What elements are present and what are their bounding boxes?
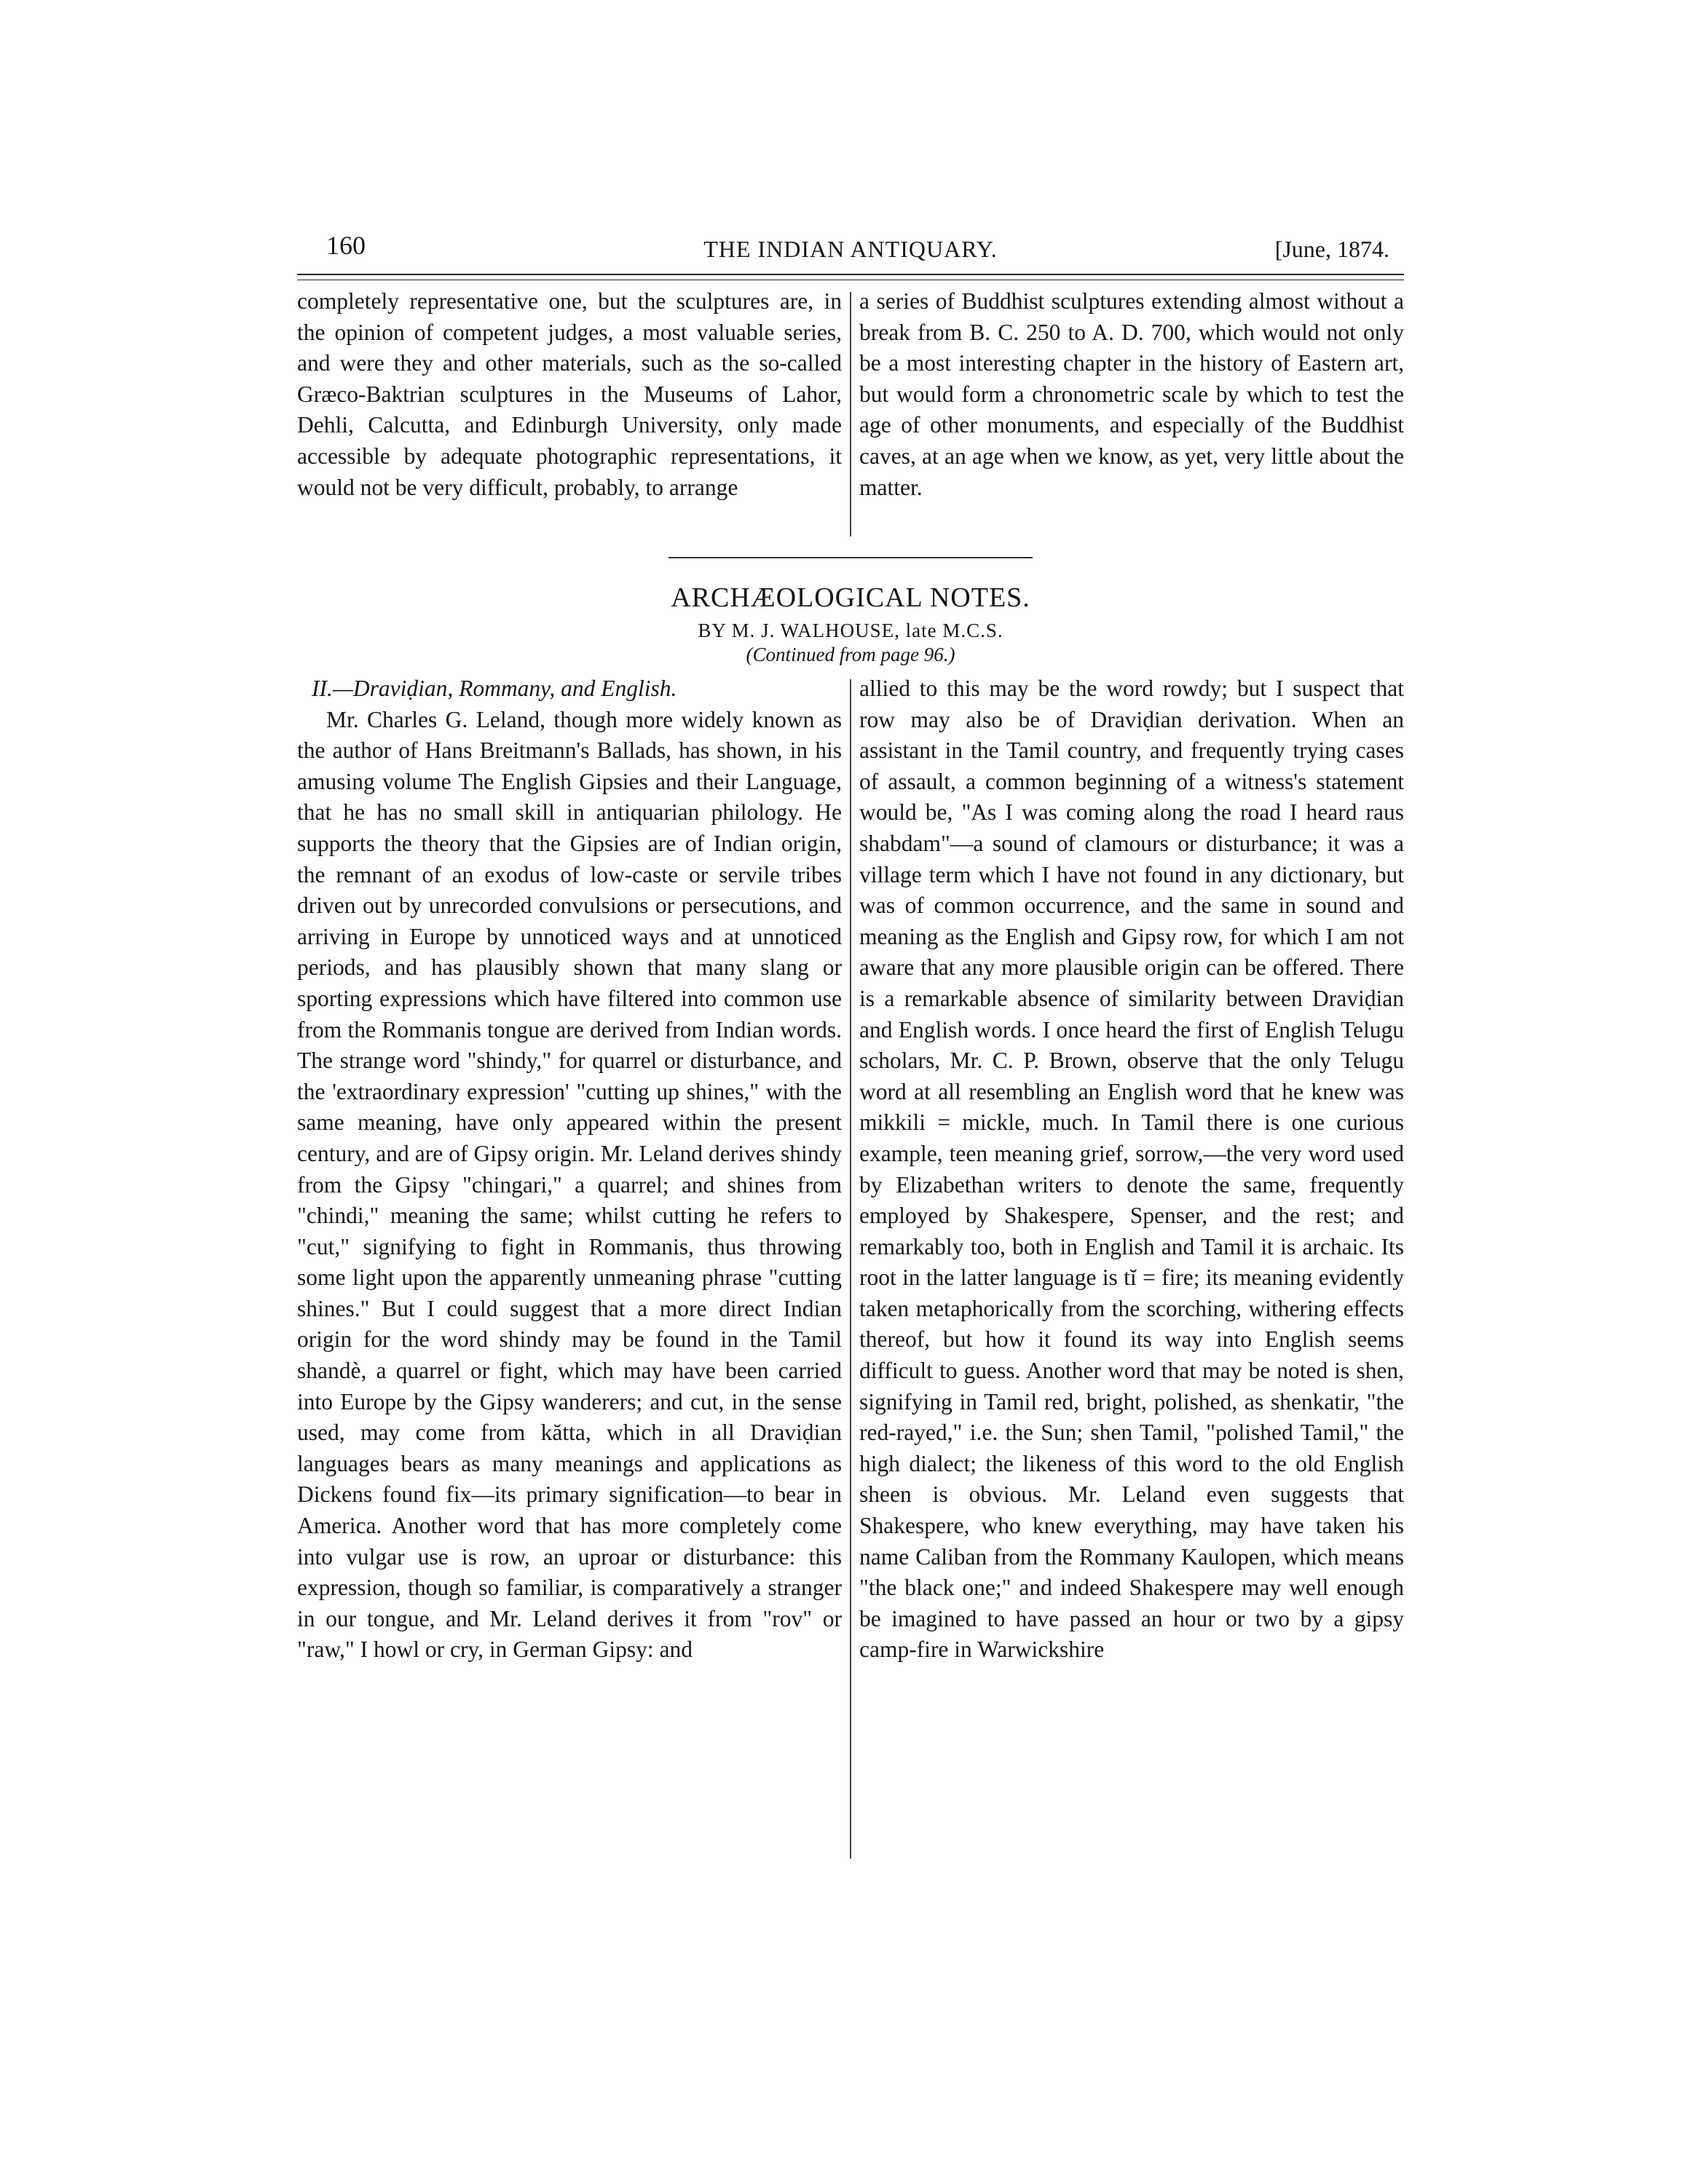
running-header — [297, 227, 1404, 271]
continued-note: (Continued from page 96.) — [746, 644, 955, 665]
article-body — [297, 673, 1404, 1864]
section-rule — [669, 557, 1033, 558]
page-number: 160 — [326, 231, 366, 260]
header-rule — [297, 274, 1404, 280]
journal-title: THE INDIAN ANTIQUARY. — [703, 236, 998, 262]
top-section — [297, 286, 1404, 542]
top-right-text: a series of Buddhist sculptures extending almost without a break from B. C. 250 to A. D. 700, which would not only be a most interesting chapter in the history of Eastern art, but would form a chronometric scale by which to test the age of other monuments, and especially of the Buddhist caves, at an age when we know, as yet, very little about the matter. — [859, 288, 1404, 500]
section-heading: II.—Draviḍian, Rommany, and English. — [312, 676, 677, 701]
article-left-text: Mr. Charles G. Leland, though more widely known as the author of Hans Breitmann's Ballads, has shown, in his amusing volume The English Gipsies and their Language, that he has no small skill in antiquarian philology. He supports the theory that the Gipsies are of Indian origin, the remnant of an exodus of low-caste or servile tribes driven out by unrecorded convulsions or persecutions, and arriving in Europe by unnoticed ways and at unnoticed periods, and has plausibly shown that many slang or sporting expressions which have filtered into common use from the Rommanis tongue are derived from Indian words. The strange word "shindy," for quarrel or disturbance, and the 'extraordinary expression' "cutting up shines," with the same meaning, have only appeared within the present century, and are of Gipsy origin. Mr. Leland derives shindy from the Gipsy "chingari," a quarrel; and shines from "chindi," meaning the same; whilst cutting he refers to "cut," signifying to fight in Rommanis, thus throwing some light upon the apparently unmeaning phrase "cutting shines." But I could suggest that a more direct Indian origin for the word shindy may be found in the Tamil shandè, a quarrel or fight, which may have been carried into Europe by the Gipsy wanderers; and cut, in the sense used, may come from kătta, which in all Draviḍian languages bears as many meanings and applications as Dickens found fix—its primary signification—to bear in America. Another word that has more completely come into vulgar use is row, an uproar or disturbance: this expression, though so familiar, is comparatively a stranger in our tongue, and Mr. Leland derives it from "rov" or "raw," I howl or cry, in German Gipsy: and — [297, 706, 842, 1663]
column-divider — [850, 679, 851, 1859]
article-right-text: allied to this may be the word rowdy; but I suspect that row may also be of Draviḍian derivation. When an assistant in the Tamil country, and frequently trying cases of assault, a common beginning of a witness's statement would be, "As I was coming along the road I heard raus shabdam"—a sound of clamours or disturbance; it was a village term which I have not found in any dictionary, but was of common occurrence, and the same in sound and meaning as the English and Gipsy row, for which I am not aware that any more plausible origin can be offered. There is a remarkable absence of similarity between Draviḍian and English words. I once heard the first of English Telugu scholars, Mr. C. P. Brown, observe that the only Telugu word at all resembling an English word that he knew was mikkili = mickle, much. In Tamil there is one curious example, teen meaning grief, sorrow,—the very word used by Elizabethan writers to denote the same, frequently employed by Shakespere, Spenser, and the rest; and remarkably too, both in English and Tamil it is archaic. Its root in the latter language is tĭ = fire; its meaning evidently taken metaphorically from the scorching, withering effects thereof, but how it found its way into English seems difficult to guess. Another word that may be noted is shen, signifying in Tamil red, bright, polished, as shenkatir, "the red-rayed," i.e. the Sun; shen Tamil, "polished Tamil," the high dialect; the likeness of this word to the old English sheen is obvious. Mr. Leland even suggests that Shakespere, who knew everything, may have taken his name Caliban from the Rommany Kaulopen, which means "the black one;" and indeed Shakespere may well enough be imagined to have passed an hour or two by a gipsy camp-fire in Warwickshire — [859, 676, 1404, 1663]
top-left-text: completely representative one, but the sculptures are, in the opinion of competent judges, a most valuable series, and were they and other materials, such as the so-called Græco-Baktrian sculptures in the Museums of Lahor, Dehli, Calcutta, and Edinburgh University, only made accessible by adequate photographic representations, it would not be very difficult, probably, to arrange — [297, 288, 842, 500]
top-left-column — [297, 286, 842, 542]
article-right-column — [859, 673, 1404, 1864]
column-divider — [850, 292, 851, 537]
article-left-column — [297, 673, 842, 1864]
issue-date: [June, 1874. — [1274, 236, 1389, 262]
article-title: ARCHÆOLOGICAL NOTES. — [671, 582, 1030, 613]
top-right-column — [859, 286, 1404, 542]
article-byline: BY M. J. WALHOUSE, late M.C.S. — [698, 620, 1003, 641]
document-page — [297, 227, 1404, 1989]
